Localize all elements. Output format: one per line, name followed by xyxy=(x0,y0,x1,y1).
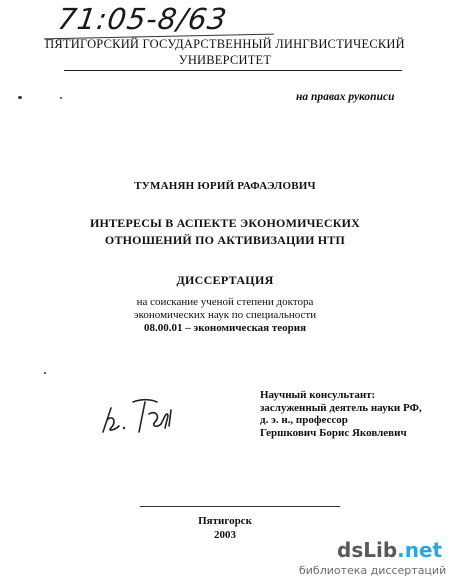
consultant-line-2: д. э. н., профессор xyxy=(260,414,348,426)
city: Пятигорск xyxy=(198,515,252,527)
institution-line-1: ПЯТИГОРСКИЙ ГОСУДАРСТВЕННЫЙ ЛИНГВИСТИЧЕСКИЙ xyxy=(45,37,405,51)
header-divider xyxy=(64,70,402,71)
degree-line-3: 08.00.01 – экономическая теория xyxy=(143,322,307,334)
degree-line-2: экономических наук по специальности xyxy=(133,309,317,321)
institution-name xyxy=(0,36,450,68)
handwritten-signature xyxy=(95,392,190,438)
watermark-subtitle: библиотека диссертаций xyxy=(299,564,447,577)
year: 2003 xyxy=(214,529,236,541)
watermark-logo-main: dsLib xyxy=(337,538,398,562)
scan-speck xyxy=(44,372,46,374)
consultant-heading: Научный консультант: xyxy=(260,389,376,401)
watermark-logo[interactable] xyxy=(337,538,442,562)
title-line-1: ИНТЕРЕСЫ В АСПЕКТЕ ЭКОНОМИЧЕСКИХ xyxy=(89,216,361,230)
consultant-line-1: заслуженный деятель науки РФ, xyxy=(260,401,422,414)
title-line-2: ОТНОШЕНИЙ ПО АКТИВИЗАЦИИ НТП xyxy=(104,233,346,247)
degree-line-1: на соискание ученой степени доктора xyxy=(136,296,314,308)
dissertation-title xyxy=(0,215,450,249)
scan-speck xyxy=(60,97,62,99)
consultant-line-3: Гершкович Борис Яковлевич xyxy=(260,426,407,439)
author-name: ТУМАНЯН ЮРИЙ РАФАЭЛОВИЧ xyxy=(134,180,316,192)
scientific-consultant xyxy=(260,389,422,439)
institution-line-2: УНИВЕРСИТЕТ xyxy=(178,53,272,67)
manuscript-rights-note: на правах рукописи xyxy=(296,91,395,103)
watermark-logo-domain: .net xyxy=(397,538,443,562)
catalog-number: 71:05-8/63 xyxy=(55,2,230,36)
site-watermark[interactable] xyxy=(299,538,450,582)
footer-divider xyxy=(140,506,340,507)
degree-info xyxy=(0,296,450,335)
document-type: ДИССЕРТАЦИЯ xyxy=(176,273,274,287)
scan-speck xyxy=(18,96,22,99)
